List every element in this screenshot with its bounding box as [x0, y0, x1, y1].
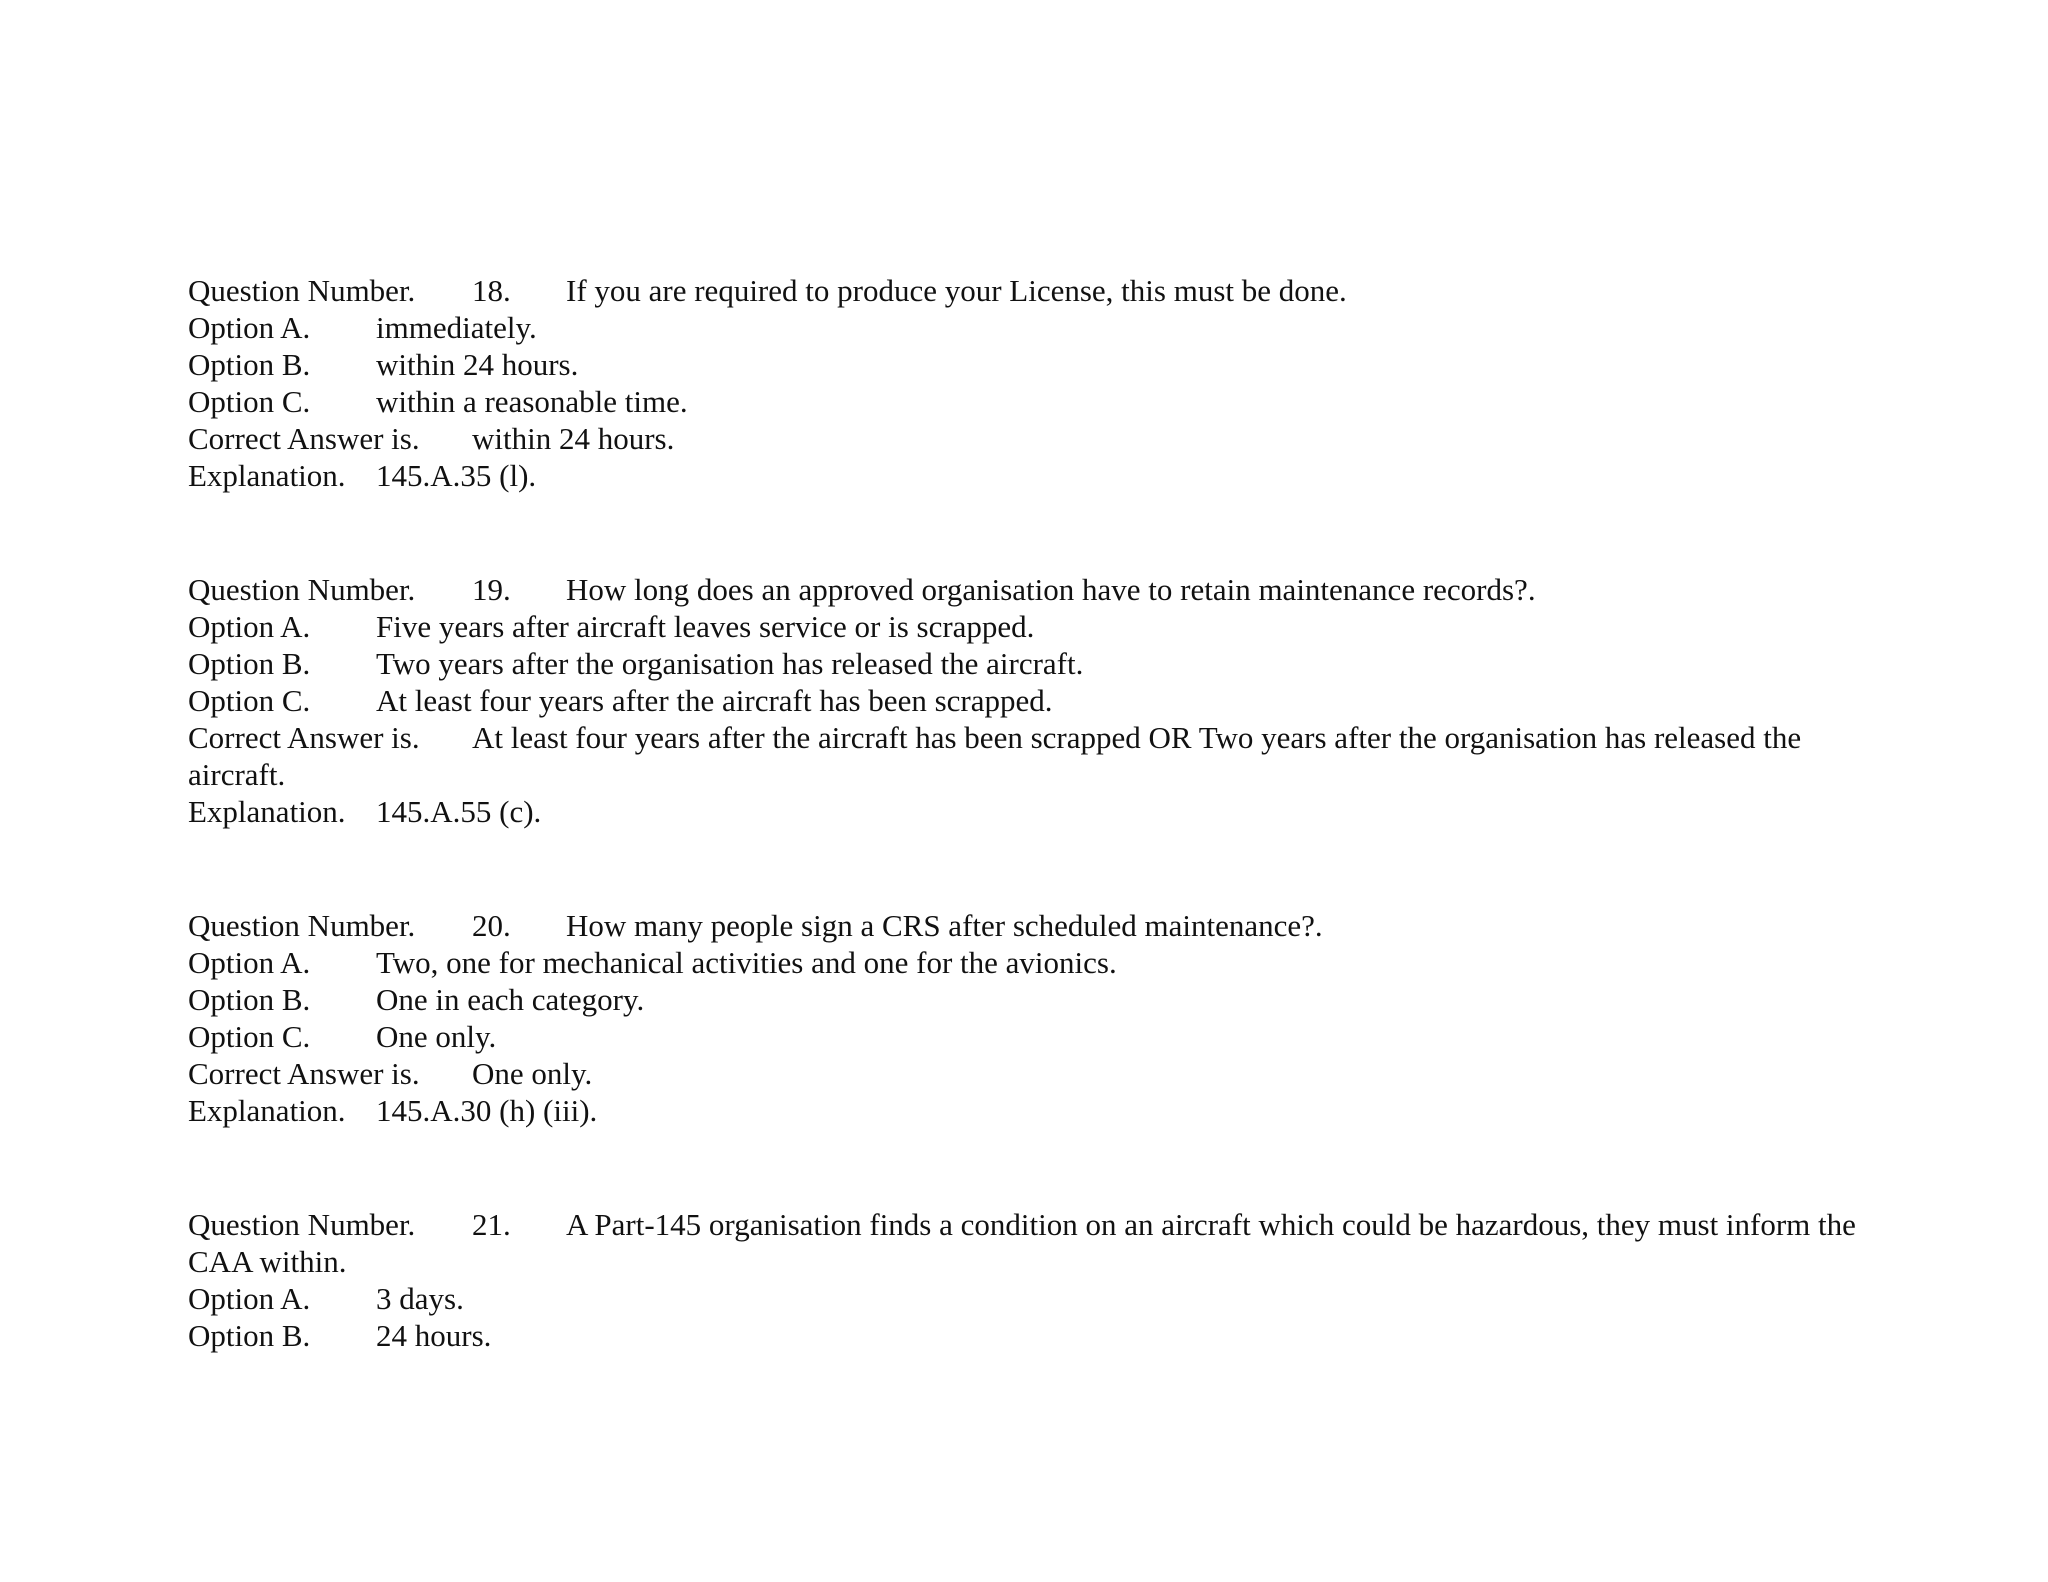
- option-a-text: Five years after aircraft leaves service or is scrapped.: [376, 609, 1035, 644]
- question-number-label: Question Number.: [188, 273, 416, 308]
- option-b-line: [188, 1317, 1888, 1354]
- correct-answer-continuation: [188, 756, 1888, 793]
- option-a-label: Option A.: [188, 310, 311, 345]
- question-text-continuation: [188, 1243, 1888, 1280]
- option-c-text: One only.: [376, 1019, 497, 1054]
- correct-answer-line: [188, 1055, 1888, 1092]
- question-18-block: [188, 272, 1888, 494]
- option-b-text: Two years after the organisation has released the aircraft.: [376, 646, 1084, 681]
- option-b-label: Option B.: [188, 646, 311, 681]
- option-a-line: [188, 309, 1888, 346]
- explanation-line: [188, 457, 1888, 494]
- question-number: 18.: [472, 273, 511, 308]
- option-c-text: At least four years after the aircraft has been scrapped.: [376, 683, 1053, 718]
- option-b-line: [188, 645, 1888, 682]
- option-b-text: 24 hours.: [376, 1318, 492, 1353]
- explanation-text: 145.A.55 (c).: [376, 794, 542, 829]
- correct-answer-label: Correct Answer is.: [188, 421, 420, 456]
- option-c-line: [188, 682, 1888, 719]
- question-21-block: [188, 1206, 1888, 1354]
- option-b-label: Option B.: [188, 347, 311, 382]
- option-b-label: Option B.: [188, 982, 311, 1017]
- option-a-text: immediately.: [376, 310, 537, 345]
- question-number-label: Question Number.: [188, 908, 416, 943]
- option-b-text: within 24 hours.: [376, 347, 579, 382]
- option-c-line: [188, 1018, 1888, 1055]
- question-20-block: [188, 907, 1888, 1129]
- question-line: [188, 1206, 1888, 1243]
- option-a-label: Option A.: [188, 945, 311, 980]
- question-number-label: Question Number.: [188, 572, 416, 607]
- question-text: How long does an approved organisation have to retain maintenance records?.: [566, 572, 1536, 607]
- question-line: [188, 571, 1888, 608]
- explanation-line: [188, 793, 1888, 830]
- option-a-text: 3 days.: [376, 1281, 464, 1316]
- question-text: If you are required to produce your License, this must be done.: [566, 273, 1347, 308]
- correct-answer-text: within 24 hours.: [472, 421, 675, 456]
- option-c-line: [188, 383, 1888, 420]
- option-a-line: [188, 1280, 1888, 1317]
- option-b-label: Option B.: [188, 1318, 311, 1353]
- correct-answer-line: [188, 719, 1888, 756]
- option-a-line: [188, 944, 1888, 981]
- question-number: 21.: [472, 1207, 511, 1242]
- question-line: [188, 272, 1888, 309]
- question-number: 20.: [472, 908, 511, 943]
- option-a-label: Option A.: [188, 1281, 311, 1316]
- question-19-block: [188, 571, 1888, 830]
- explanation-label: Explanation.: [188, 458, 346, 493]
- question-number-label: Question Number.: [188, 1207, 416, 1242]
- correct-answer-text-continued: aircraft.: [188, 757, 286, 792]
- option-b-line: [188, 981, 1888, 1018]
- question-number: 19.: [472, 572, 511, 607]
- option-c-label: Option C.: [188, 683, 311, 718]
- question-text: A Part-145 organisation finds a condition on an aircraft which could be hazardous, they must inform the: [566, 1207, 1856, 1242]
- option-a-line: [188, 608, 1888, 645]
- option-c-label: Option C.: [188, 1019, 311, 1054]
- option-a-text: Two, one for mechanical activities and one for the avionics.: [376, 945, 1117, 980]
- correct-answer-text: One only.: [472, 1056, 593, 1091]
- question-text-continued: CAA within.: [188, 1244, 347, 1279]
- option-b-text: One in each category.: [376, 982, 645, 1017]
- option-a-label: Option A.: [188, 609, 311, 644]
- correct-answer-label: Correct Answer is.: [188, 1056, 420, 1091]
- option-b-line: [188, 346, 1888, 383]
- explanation-text: 145.A.35 (l).: [376, 458, 537, 493]
- explanation-label: Explanation.: [188, 1093, 346, 1128]
- question-text: How many people sign a CRS after scheduled maintenance?.: [566, 908, 1323, 943]
- explanation-label: Explanation.: [188, 794, 346, 829]
- option-c-text: within a reasonable time.: [376, 384, 688, 419]
- correct-answer-label: Correct Answer is.: [188, 720, 420, 755]
- question-line: [188, 907, 1888, 944]
- explanation-text: 145.A.30 (h) (iii).: [376, 1093, 598, 1128]
- option-c-label: Option C.: [188, 384, 311, 419]
- correct-answer-text: At least four years after the aircraft has been scrapped OR Two years after the organisation has released the: [472, 720, 1802, 755]
- correct-answer-line: [188, 420, 1888, 457]
- explanation-line: [188, 1092, 1888, 1129]
